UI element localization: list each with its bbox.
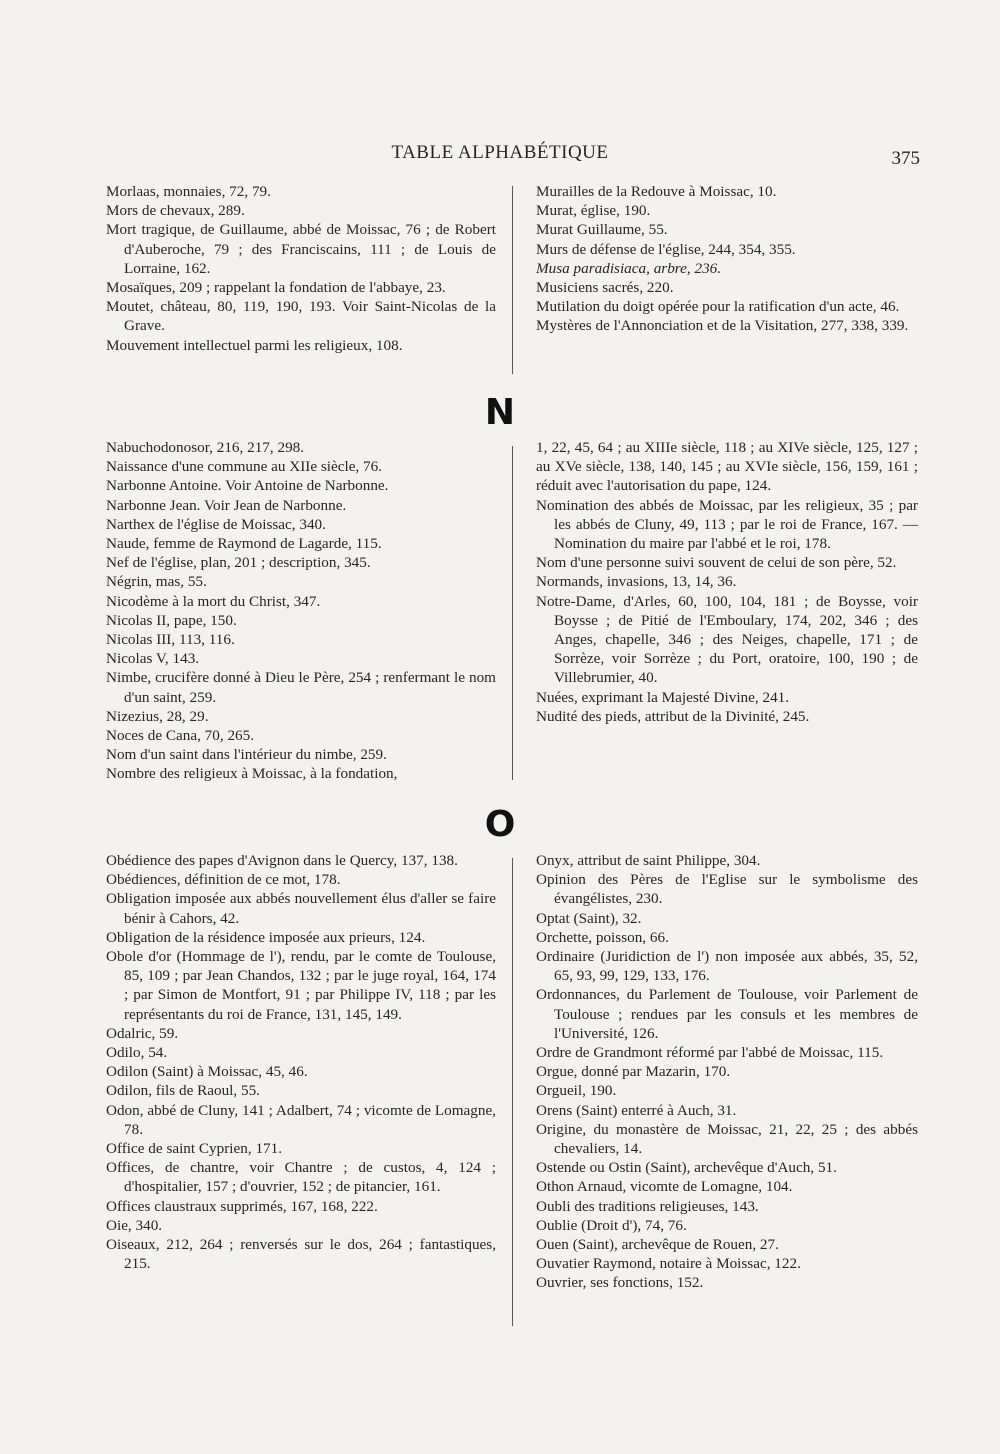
index-entry: Odilon (Saint) à Moissac, 45, 46. [106,1063,308,1081]
index-entry: Obligation imposée aux abbés nouvellement élus d'aller se faire bénir à Cahors, 42. [106,890,496,927]
o-left-column [106,851,496,1273]
index-entry: Odalric, 59. [106,1024,179,1042]
index-entry: Ordinaire (Juridiction de l') non imposée aux abbés, 35, 52, 65, 93, 99, 129, 133, 176. [536,948,918,985]
index-entry: Nicolas V, 143. [106,650,200,668]
index-entry: Obédience des papes d'Avignon dans le Quercy, 137, 138. [106,852,458,869]
index-entry: Nombre des religieux à Moissac, à la fondation, [106,765,398,783]
index-entry: Nomination des abbés de Moissac, par les religieux, 35 ; par les abbés de Cluny, 49, 113 ; par le roi de France, 167. — Nomination du maire par l'abbé et le roi, 178. [536,496,918,553]
running-title: TABLE ALPHABÉTIQUE [391,142,609,163]
index-entry: Narbonne Jean. Voir Jean de Narbonne. [106,496,347,514]
index-entry: Ostende ou Ostin (Saint), archevêque d'Auch, 51. [536,1159,837,1177]
index-entry: Mosaïques, 209 ; rappelant la fondation de l'abbaye, 23. [106,279,446,297]
index-entry: Naissance d'une commune au XIIe siècle, 76. [106,458,383,476]
index-entry: Nuées, exprimant la Majesté Divine, 241. [536,688,790,706]
m-left-column [106,182,496,355]
index-entry: Murailles de la Redouve à Moissac, 10. [536,183,777,200]
index-entry: Normands, invasions, 13, 14, 36. [536,573,737,591]
index-entry: Nom d'un saint dans l'intérieur du nimbe, 259. [106,746,387,764]
index-entry: Négrin, mas, 55. [106,573,207,591]
index-entry: Musiciens sacrés, 220. [536,279,674,297]
index-entry: Obédiences, définition de ce mot, 178. [106,871,341,889]
index-entry: Narthex de l'église de Moissac, 340. [106,515,326,533]
index-entry: Nom d'une personne suivi souvent de celui de son père, 52. [536,554,897,572]
section-letter-n: N [484,392,516,433]
o-right-column [536,851,918,1293]
index-entry: Ouvrier, ses fonctions, 152. [536,1274,704,1292]
index-entry: Murat Guillaume, 55. [536,221,668,239]
index-entry: Nizezius, 28, 29. [106,707,209,725]
index-entry: Moutet, château, 80, 119, 190, 193. Voir Saint-Nicolas de la Grave. [106,298,496,335]
index-entry: Murs de défense de l'église, 244, 354, 355. [536,240,796,258]
index-entry: Obligation de la résidence imposée aux prieurs, 124. [106,928,426,946]
index-entry: Morlaas, monnaies, 72, 79. [106,183,271,200]
index-entry: Onyx, attribut de saint Philippe, 304. [536,852,761,869]
index-entry: Notre-Dame, d'Arles, 60, 100, 104, 181 ; de Boysse, voir Boysse ; de Pitié de l'Emboulary, 174, 202, 346 ; des Anges, chapelle, 346 ; des Neiges, chapelle, 171 ; de Sorrèze, voir Sorrèze ; du Port, oratoire, 100, 190 ; de Villebrumier, 40. [536,592,918,687]
index-entry: Obole d'or (Hommage de l'), rendu, par le comte de Toulouse, 85, 109 ; par Jean Chandos, 132 ; par le juge royal, 164, 174 ; par Simon de Montfort, 91 ; par Philippe IV, 118 ; par les représentants du roi de France, 131, 145, 149. [106,948,496,1023]
index-entry: Oubli des traditions religieuses, 143. [536,1197,759,1215]
index-entry: Nicolas III, 113, 116. [106,631,235,649]
index-entry: Musa paradisiaca, arbre, 236. [536,259,722,277]
index-entry: Opinion des Pères de l'Eglise sur le symbolisme des évangélistes, 230. [536,871,918,908]
index-entry: Offices claustraux supprimés, 167, 168, 222. [106,1197,378,1215]
index-entry: Orgueil, 190. [536,1082,617,1100]
index-entry: Ouvatier Raymond, notaire à Moissac, 122. [536,1255,801,1273]
index-entry: Nicolas II, pape, 150. [106,611,237,629]
index-entry: Optat (Saint), 32. [536,909,642,927]
index-entry: Narbonne Antoine. Voir Antoine de Narbonne. [106,477,389,495]
m-right-column [536,182,918,336]
index-entry-continuation: 1, 22, 45, 64 ; au XIIIe siècle, 118 ; au XIVe siècle, 125, 127 ; au XVe siècle, 138, 140, 145 ; au XVIe siècle, 156, 159, 161 ; réduit avec l'autorisation du pape, 124. [536,439,918,495]
index-entry: Nimbe, crucifère donné à Dieu le Père, 254 ; renfermant le nom d'un saint, 259. [106,669,496,706]
column-rule [512,446,513,780]
n-left-column [106,438,496,784]
index-entry: Mutilation du doigt opérée pour la ratification d'un acte, 46. [536,298,900,316]
index-entry: Ordre de Grandmont réformé par l'abbé de Moissac, 115. [536,1044,884,1062]
index-entry: Offices, de chantre, voir Chantre ; de custos, 4, 124 ; d'hospitalier, 157 ; d'ouvrier, 152 ; de pitancier, 161. [106,1159,496,1196]
index-entry: Ordonnances, du Parlement de Toulouse, voir Parlement de Toulouse ; rendues par les consuls et les membres de l'Université, 126. [536,986,918,1042]
index-entry: Othon Arnaud, vicomte de Lomagne, 104. [536,1178,793,1196]
index-entry: Orens (Saint) enterré à Auch, 31. [536,1101,737,1119]
index-entry: Noces de Cana, 70, 265. [106,727,255,745]
index-entry: Mors de chevaux, 289. [106,202,245,220]
index-entry: Murat, église, 190. [536,202,651,220]
index-entry: Orchette, poisson, 66. [536,928,669,946]
index-entry: Odon, abbé de Cluny, 141 ; Adalbert, 74 ; vicomte de Lomagne, 78. [106,1101,496,1138]
index-entry: Oublie (Droit d'), 74, 76. [536,1216,687,1234]
index-entry: Mort tragique, de Guillaume, abbé de Moissac, 76 ; de Robert d'Auberoche, 79 ; des Franciscains, 111 ; de Louis de Lorraine, 162. [106,221,496,277]
index-entry: Ouen (Saint), archevêque de Rouen, 27. [536,1236,779,1254]
index-entry: Oie, 340. [106,1216,163,1234]
n-right-column [536,438,918,726]
section-letter-o: O [484,804,516,845]
index-entry: Office de saint Cyprien, 171. [106,1140,283,1158]
index-entry: Mystères de l'Annonciation et de la Visitation, 277, 338, 339. [536,317,909,335]
index-entry: Odilo, 54. [106,1044,168,1062]
page-number: 375 [891,148,920,169]
index-entry: Nudité des pieds, attribut de la Divinité, 245. [536,707,810,725]
index-entry: Nef de l'église, plan, 201 ; description, 345. [106,554,371,572]
column-rule [512,858,513,1326]
index-entry: Origine, du monastère de Moissac, 21, 22, 25 ; des abbés chevaliers, 14. [536,1120,918,1158]
index-entry: Orgue, donné par Mazarin, 170. [536,1063,731,1081]
index-entry: Naude, femme de Raymond de Lagarde, 115. [106,535,382,553]
index-entry: Odilon, fils de Raoul, 55. [106,1082,260,1100]
index-entry: Nicodème à la mort du Christ, 347. [106,592,321,610]
index-entry: Mouvement intellectuel parmi les religieux, 108. [106,336,403,354]
index-entry: Nabuchodonosor, 216, 217, 298. [106,439,305,456]
index-entry: Oiseaux, 212, 264 ; renversés sur le dos, 264 ; fantastiques, 215. [106,1236,496,1273]
column-rule [512,186,513,374]
